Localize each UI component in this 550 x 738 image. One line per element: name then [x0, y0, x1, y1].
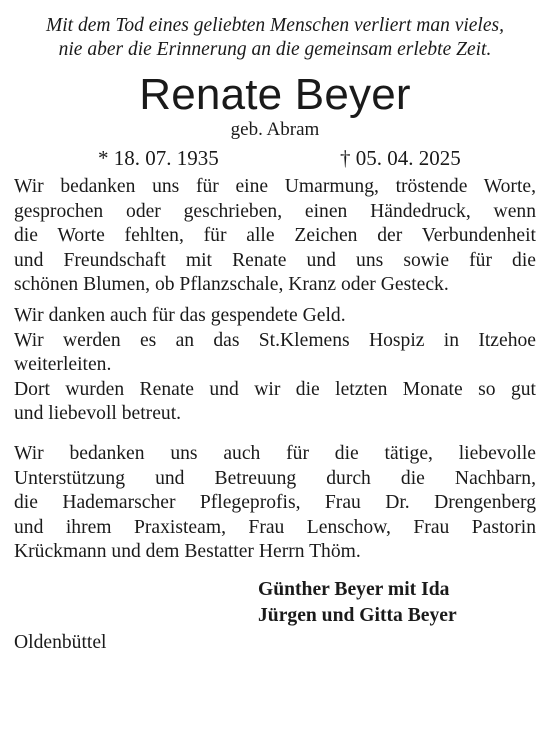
- quote-line: Mit dem Tod eines geliebten Menschen verliert man vieles,: [46, 15, 504, 36]
- life-dates: [14, 145, 536, 171]
- care-thanks-paragraph: [14, 442, 536, 565]
- text-line: die Hademarscher Pflegeprofis, Frau Dr. Drengenberg: [14, 492, 536, 514]
- text-line: Wir werden es an das St.Klemens Hospiz in Itzehoe: [14, 329, 536, 351]
- text-line: Wir danken auch für das gespendete Geld.: [14, 304, 346, 326]
- text-line: schönen Blumen, ob Pflanzschale, Kranz oder Gesteck.: [14, 274, 449, 296]
- text-line: und Freundschaft mit Renate und uns sowie für die: [14, 249, 536, 271]
- birth-date: * 18. 07. 1935: [98, 146, 219, 170]
- text-line: Wir bedanken uns für eine Umarmung, tröstende Worte,: [14, 176, 536, 197]
- birth-name: geb. Abram: [230, 119, 320, 140]
- text-line: Wir bedanken uns auch für die tätige, liebevolle: [14, 442, 536, 464]
- text-line: und ihrem Praxisteam, Frau Lenschow, Frau Pastorin: [14, 516, 536, 538]
- donation-paragraph: [14, 304, 536, 427]
- text-line: und liebevoll betreut.: [14, 403, 182, 425]
- quote-line: nie aber die Erinnerung an die gemeinsam erlebte Zeit.: [58, 39, 492, 60]
- death-date: † 05. 04. 2025: [340, 146, 461, 170]
- text-line: Krückmann und dem Bestatter Herrn Thöm.: [14, 541, 361, 563]
- memorial-quote: [14, 14, 536, 62]
- text-line: Dort wurden Renate und wir die letzten Monate so gut: [14, 378, 536, 400]
- text-line: die Worte fehlten, für alle Zeichen der Verbundenheit: [14, 225, 536, 247]
- deceased-name: Renate Beyer: [139, 70, 411, 119]
- thanks-paragraph: [14, 175, 536, 298]
- text-line: Unterstützung und Betreuung durch die Nachbarn,: [14, 467, 536, 489]
- signer-line: Jürgen und Gitta Beyer: [258, 604, 457, 626]
- signer-line: Günther Beyer mit Ida: [258, 578, 450, 600]
- text-line: gesprochen oder geschrieben, einen Händedruck, wenn: [14, 200, 536, 222]
- place-name: Oldenbüttel: [14, 631, 107, 653]
- text-line: weiterleiten.: [14, 354, 112, 376]
- signers: [258, 577, 536, 629]
